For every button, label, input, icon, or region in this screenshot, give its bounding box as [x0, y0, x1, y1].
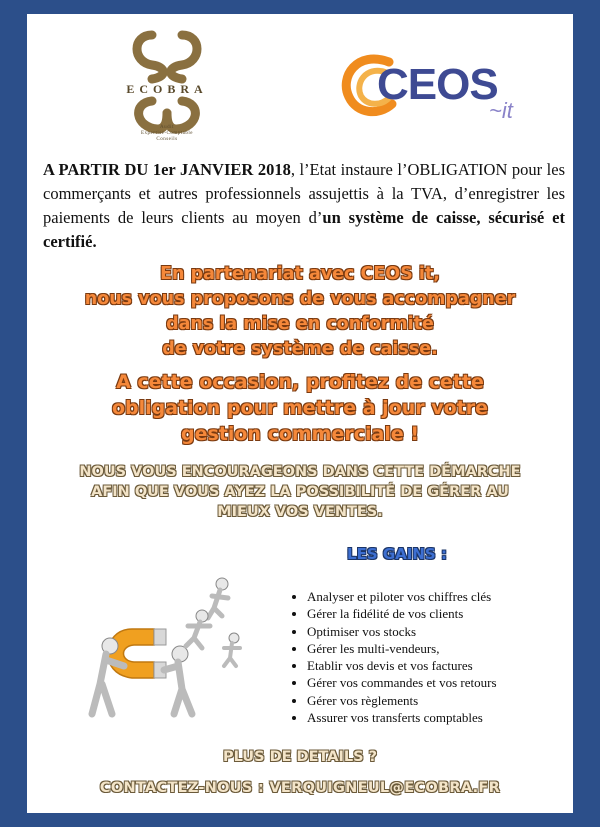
ceos-it-suffix: ~it	[489, 98, 513, 123]
partner-line: nous vous proposons de vous accompagner	[84, 289, 516, 309]
occasion-line: gestion commerciale !	[180, 423, 420, 445]
flyer-sheet	[27, 14, 573, 813]
gains-list-item: • Gérer la fidélité de vos clients	[307, 605, 497, 622]
occasion-message	[27, 369, 573, 447]
ecobra-tagline	[107, 125, 227, 143]
gains-list-item: • Analyser et piloter vos chiffres clés	[307, 588, 497, 605]
ecobra-logo	[107, 27, 227, 147]
magnet-people-illustration	[62, 574, 252, 734]
teamwork-illustration	[62, 574, 252, 734]
encourage-line: NOUS VOUS ENCOURAGEONS DANS CETTE DÉMARCHE	[79, 464, 521, 480]
gains-list-item: • Gérer les multi-vendeurs,	[307, 640, 497, 657]
occasion-line: A cette occasion, profitez de cette	[116, 371, 484, 393]
intro-text: , l’Etat instaure l’OBLIGATION pour les commerçants et autres professionnels assujettis à la TVA, d’enregistrer les paiements de leurs clients au moyen d’	[43, 160, 565, 227]
gains-list-item: • Gérer vos commandes et vos retours	[307, 674, 497, 691]
occasion-line: obligation pour mettre à jour votre	[111, 397, 489, 419]
ecobra-tagline-line: Conseils	[156, 137, 178, 142]
ecobra-wordmark: ECOBRA	[126, 82, 208, 96]
gains-title: LES GAINS :	[347, 545, 447, 563]
intro-highlight: un système de caisse, sécurisé et certifié.	[43, 208, 566, 251]
ecobra-tagline-line: Expertise-Comptable	[141, 131, 193, 136]
encourage-message	[27, 462, 573, 522]
partner-message	[27, 262, 573, 362]
contact-email-line[interactable]: CONTACTEZ-NOUS : VERQUIGNEUL@ECOBRA.FR	[99, 780, 501, 796]
partner-line: dans la mise en conformité	[166, 314, 434, 334]
gains-list-item: • Assurer vos transferts comptables	[307, 709, 497, 726]
more-details-heading: PLUS DE DETAILS ?	[222, 749, 378, 765]
intro-date: A PARTIR DU 1er JANVIER 2018	[43, 160, 291, 179]
encourage-line: MIEUX VOS VENTES.	[217, 504, 383, 520]
ceos-logo	[337, 52, 527, 132]
encourage-line: AFIN QUE VOUS AYEZ LA POSSIBILITÉ DE GÉRER AU	[91, 484, 509, 500]
ceos-wordmark: CEOS	[377, 60, 498, 109]
ecobra-tagline-line: Audit	[160, 125, 174, 130]
partner-line: En partenariat avec CEOS it,	[160, 264, 440, 284]
partner-line: de votre système de caisse.	[162, 339, 438, 359]
gains-list-item: • Optimiser vos stocks	[307, 623, 497, 640]
gains-list	[289, 588, 497, 726]
gains-list-item: • Gérer vos règlements	[307, 692, 497, 709]
intro-paragraph	[43, 158, 565, 254]
gains-list-item: • Etablir vos devis et vos factures	[307, 657, 497, 674]
